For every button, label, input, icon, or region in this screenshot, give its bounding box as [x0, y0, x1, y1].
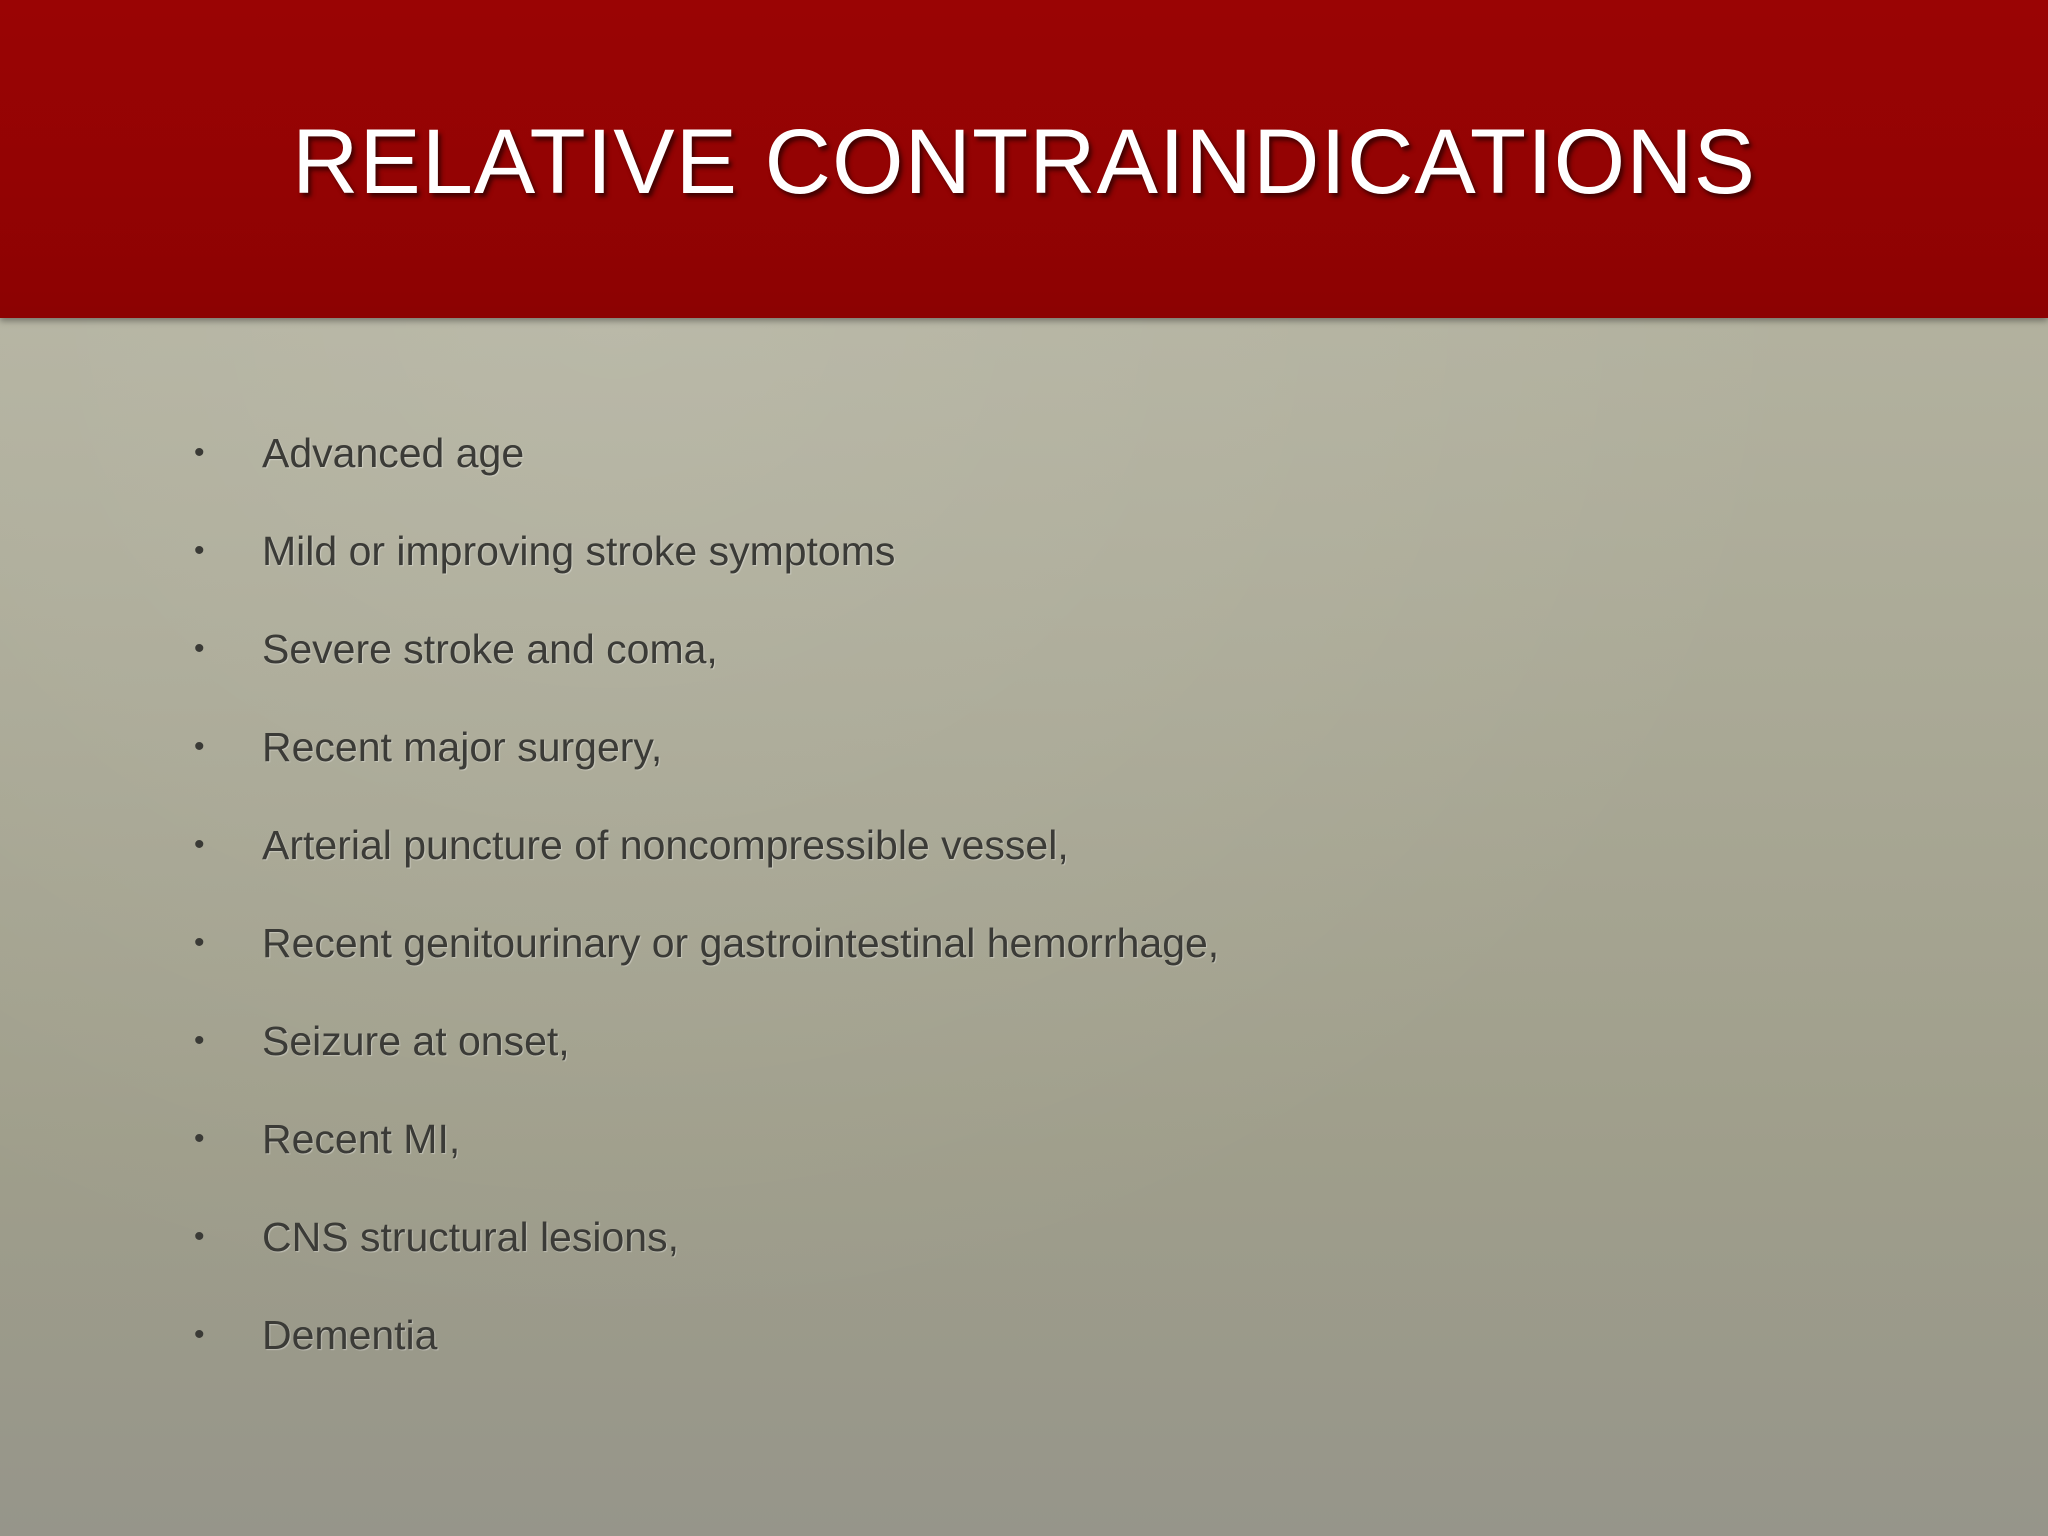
bullet-text: Recent MI, — [262, 1115, 461, 1162]
bullet-icon: • — [194, 926, 205, 959]
bullet-text: Dementia — [262, 1311, 438, 1358]
bullet-icon: • — [194, 828, 205, 861]
bullet-icon: • — [194, 1220, 205, 1253]
bullet-icon: • — [194, 436, 205, 469]
bullet-icon: • — [194, 730, 205, 763]
list-item — [190, 796, 1890, 894]
bullet-text: Advanced age — [262, 429, 525, 476]
bullet-text: CNS structural lesions, — [262, 1213, 679, 1260]
bullet-icon: • — [194, 632, 205, 665]
bullet-text: Mild or improving stroke symptoms — [262, 527, 896, 574]
title-banner — [0, 0, 2048, 318]
bullet-text: Recent genitourinary or gastrointestinal hemorrhage, — [262, 919, 1220, 966]
list-item — [190, 600, 1890, 698]
bullet-text: Severe stroke and coma, — [262, 625, 718, 672]
list-item — [190, 894, 1890, 992]
bullet-text: Seizure at onset, — [262, 1017, 570, 1064]
bullet-icon: • — [194, 534, 205, 567]
list-item — [190, 992, 1890, 1090]
slide-title: RELATIVE CONTRAINDICATIONS — [291, 111, 1757, 213]
bullet-icon: • — [194, 1318, 205, 1351]
list-item — [190, 1090, 1890, 1188]
list-item — [190, 1286, 1890, 1384]
list-item — [190, 502, 1890, 600]
bullet-icon: • — [194, 1024, 205, 1057]
list-item — [190, 1188, 1890, 1286]
list-item — [190, 698, 1890, 796]
bullet-list — [190, 404, 1890, 1384]
bullet-text: Recent major surgery, — [262, 723, 663, 770]
list-item — [190, 404, 1890, 502]
bullet-text: Arterial puncture of noncompressible vessel, — [262, 821, 1069, 868]
bullet-icon: • — [194, 1122, 205, 1155]
